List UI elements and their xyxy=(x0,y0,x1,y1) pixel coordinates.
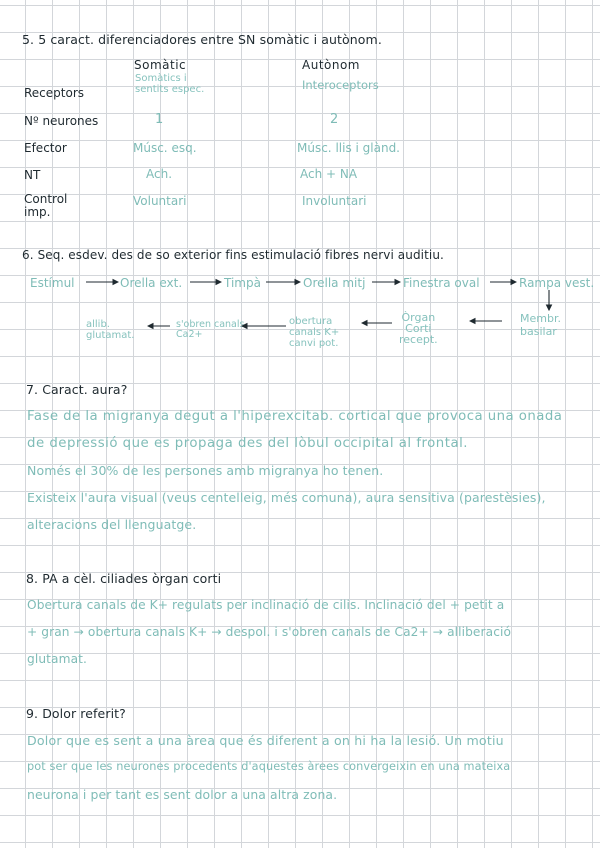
q6-step: Estímul xyxy=(30,276,75,290)
q5-row-label: Efector xyxy=(24,141,67,155)
q6-step: allib. glutamat. xyxy=(86,319,135,341)
q8-line: + gran → obertura canals K+ → despol. i s'obren canals de Ca2+ → alliberació xyxy=(27,625,512,639)
q6-step: s'obren canals Ca2+ xyxy=(176,319,245,340)
q5-cell-somatic: Voluntari xyxy=(133,194,187,208)
q6-step: Orella ext. xyxy=(120,276,183,290)
q6-step: Òrgan Corti recept. xyxy=(399,311,438,346)
q7-title: 7. Caract. aura? xyxy=(26,382,128,397)
q5-cell-autonom: Ach + NA xyxy=(300,167,358,181)
q9-line: pot ser que les neurones procedents d'aquestes àrees convergeixin en una mateixa xyxy=(27,760,511,773)
q5-col-autonom: Autònom xyxy=(302,58,360,72)
q6-title: 6. Seq. esdev. des de so exterior fins estimulació fibres nervi auditiu. xyxy=(22,248,444,262)
q7-line: de depressió que es propaga des del lòbul occipital al frontal. xyxy=(27,436,469,451)
q6-step: Membr. basilar xyxy=(520,312,561,338)
q5-cell-somatic: 1 xyxy=(155,112,164,127)
q5-title: 5. 5 caract. diferenciadores entre SN somàtic i autònom. xyxy=(22,32,382,47)
q9-line: Dolor que es sent a una àrea que és diferent a on hi ha la lesió. Un motiu xyxy=(27,733,504,748)
q9-line: neurona i per tant es sent dolor a una altra zona. xyxy=(27,787,338,802)
q5-cell-somatic: Ach. xyxy=(146,167,173,181)
q5-cell-somatic: Somàtics i sentits espec. xyxy=(135,73,205,95)
q6-step: obertura canals K+ canvi pot. xyxy=(289,316,340,349)
q5-cell-autonom: Interoceptors xyxy=(302,78,379,92)
q9-title: 9. Dolor referit? xyxy=(26,706,126,721)
q8-line: glutamat. xyxy=(27,652,87,666)
q8-line: Obertura canals de K+ regulats per inclinació de cilis. Inclinació del + petit a xyxy=(27,598,505,612)
q5-row-label: Receptors xyxy=(24,86,85,100)
q7-line: Fase de la migranya degut a l'hiperexcitab. cortical que provoca una onada xyxy=(27,409,563,424)
q5-col-somatic: Somàtic xyxy=(134,58,187,72)
q6-step: Timpà xyxy=(224,276,261,290)
q8-title: 8. PA a cèl. ciliades òrgan corti xyxy=(26,571,222,586)
q5-row-label: Control imp. xyxy=(24,192,68,219)
q5-row-label: Nº neurones xyxy=(24,114,99,128)
q6-step: Finestra oval xyxy=(403,276,480,290)
q5-cell-autonom: Músc. llis i glànd. xyxy=(297,141,400,155)
q6-step: Rampa vest. xyxy=(519,276,595,290)
q7-line: alteracions del llenguatge. xyxy=(27,517,197,532)
q6-step: Orella mitj xyxy=(303,276,366,290)
q7-line: Existeix l'aura visual (veus centelleig, més comuna), aura sensitiva (parestèsies), xyxy=(27,490,546,505)
q7-line: Només el 30% de les persones amb migranya ho tenen. xyxy=(27,463,384,478)
q5-row-label: NT xyxy=(24,168,41,182)
q5-cell-autonom: 2 xyxy=(330,112,339,127)
q5-cell-somatic: Músc. esq. xyxy=(133,141,197,155)
q5-cell-autonom: Involuntari xyxy=(302,194,367,208)
